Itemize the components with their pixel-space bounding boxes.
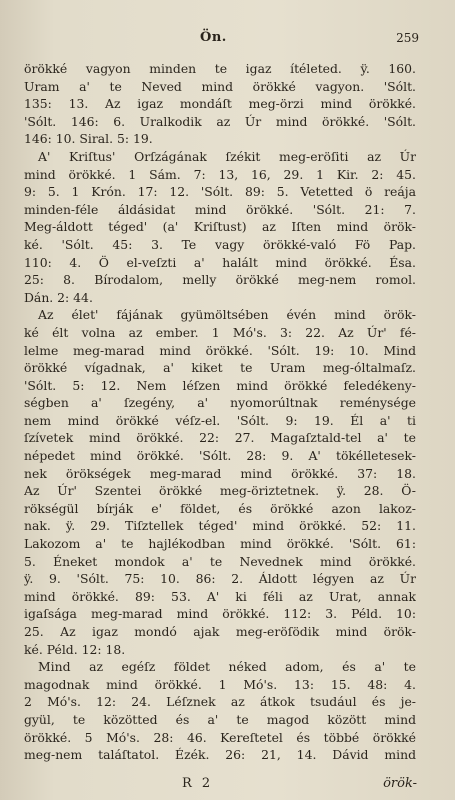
text-line: meg-nem taláſtatol. Ézék. 26: 21, 14. Dávid mind [24, 747, 416, 763]
text-line: ſzívetek mind örökké. 22: 27. Magaſztald-tel a' te [24, 430, 416, 446]
text-line: 110: 4. Ö el-veſzti a' halált mind örökké. Ésa. [24, 254, 416, 270]
text-line: 2 Mó's. 12: 24. Léſznek az átkok tsudául és je- [24, 694, 416, 710]
text-line: ségben a' ſzegény, a' nyomorúltnak reménysége [24, 395, 416, 411]
text-line: 5. Éneket mondok a' te Nevednek mind örökké. [24, 553, 416, 569]
text-line: Uram a' te Neved mind örökké vagyon. 'Sólt. [24, 78, 416, 94]
page-footer [0, 776, 455, 796]
text-line: igaſsága meg-marad mind örökké. 112: 3. Péld. 10: [24, 606, 416, 622]
text-line: 146: 10. Siral. 5: 19. [24, 131, 153, 147]
signature-mark: R 2 [182, 776, 214, 791]
text-line: népedet mind örökké. 'Sólt. 28: 9. A' tökélletesek- [24, 448, 416, 464]
text-line: magodnak mind örökké. 1 Mó's. 13: 15. 48: 4. [24, 676, 416, 692]
text-line: örökké vagyon minden te igaz ítéleted. ÿ. 160. [24, 61, 416, 76]
text-line: gyül, te közötted és a' te magod között mind [24, 711, 416, 727]
text-line: ÿ. 9. 'Sólt. 75: 10. 86: 2. Áldott légyen az Úr [24, 571, 416, 587]
text-line: mind örökké. 1 Sám. 7: 13, 16, 29. 1 Kir. 2: 45. [24, 166, 416, 182]
text-line: nak. ÿ. 29. Tiſztellek téged' mind örökké. 52: 11. [24, 518, 416, 534]
text-line: Dán. 2: 44. [24, 289, 93, 305]
text-line: lelme meg-marad mind örökké. 'Sólt. 19: 10. Mind [24, 342, 416, 358]
text-line: örökké vígadnak, a' kiket te Uram meg-óltalmaſz. [24, 360, 416, 376]
text-line: 'Sólt. 146: 6. Uralkodik az Úr mind örökké. 'Sólt. [24, 113, 416, 129]
text-line: 9: 5. 1 Krón. 17: 12. 'Sólt. 89: 5. Vetetted ö reája [24, 184, 416, 200]
text-line: nek örökségek meg-marad mind örökké. 37: 18. [24, 465, 416, 481]
text-line: Az Úr' Szentei örökké meg-öriztetnek. ÿ. 28. Ö- [24, 483, 416, 499]
running-title: Ön. [200, 30, 227, 45]
text-line: 135: 13. Az igaz mondáſt meg-örzi mind örökké. [24, 96, 416, 112]
text-line: Mind az egéſz földet néked adom, és a' te [38, 659, 416, 675]
text-line: nem mind örökké véſz-el. 'Sólt. 9: 19. Él a' ti [24, 412, 416, 428]
text-line: rökségül bírják e' földet, és örökké azon lakoz- [24, 500, 416, 516]
text-line: örökké. 5 Mó's. 28: 46. Kereſtetel és többé örökké [24, 729, 416, 745]
page-header [0, 30, 455, 50]
text-line: ké. Péld. 12: 18. [24, 641, 126, 657]
text-line: 25: 8. Bírodalom, melly örökké meg-nem romol. [24, 272, 416, 288]
text-line: A' Kriſtus' Orſzágának ſzékit meg-eröſiti az Úr [38, 148, 416, 164]
page-number: 259 [396, 31, 419, 45]
catchword: örök- [383, 776, 417, 791]
text-line: minden-féle áldásidat mind örökké. 'Sólt. 21: 7. [24, 201, 416, 217]
text-line: 'Sólt. 5: 12. Nem léſzen mind örökké feledékeny- [24, 377, 416, 393]
text-line: ké élt volna az ember. 1 Mó's. 3: 22. Az Úr' fé- [24, 324, 416, 340]
text-line: Meg-áldott téged' (a' Kriſtust) az Iſten mind örök- [24, 219, 416, 235]
text-line: Az élet' fájának gyümöltsében évén mind örök- [38, 307, 416, 323]
text-line: ké. 'Sólt. 45: 3. Te vagy örökké-való Fö Pap. [24, 236, 416, 252]
text-line: Lakozom a' te hajlékodban mind örökké. 'Sólt. 61: [24, 536, 416, 552]
text-line: mind örökké. 89: 53. A' ki féli az Urat, annak [24, 588, 416, 604]
text-line: 25. Az igaz mondó ajak meg-eröſödik mind örök- [24, 624, 416, 639]
text-body [24, 60, 416, 764]
